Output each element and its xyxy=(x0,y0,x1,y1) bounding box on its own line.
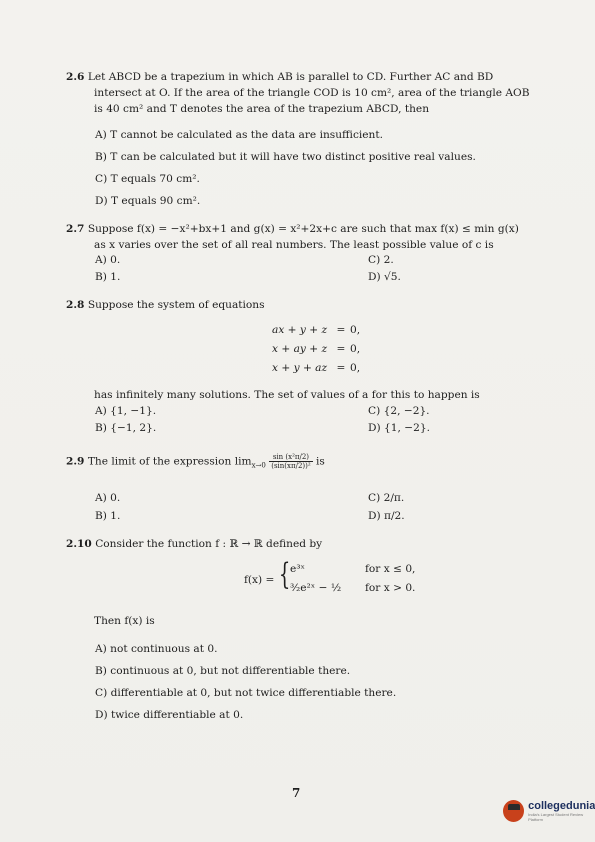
option-c: C) 2. xyxy=(368,254,394,266)
question-text-line: Then f(x) is xyxy=(94,615,155,627)
question-2-7-stem xyxy=(66,221,536,237)
question-number: 2.8 xyxy=(66,299,85,311)
option-a: A) 0. xyxy=(95,492,121,504)
equation-lhs: x + y + az xyxy=(272,362,328,374)
question-text-line: The limit of the expression lim xyxy=(87,455,252,468)
fraction-denominator: (sin(xπ/2))² xyxy=(271,462,311,470)
case-2-expression: ³⁄₂e²ˣ − ½ xyxy=(290,582,342,594)
equation-rhs: 0, xyxy=(350,362,361,374)
question-text-line: Suppose f(x) = −x²+bx+1 and g(x) = x²+2x+c are such that max f(x) ≤ min g(x) xyxy=(87,223,519,235)
collegedunia-logo xyxy=(503,800,595,822)
fraction-numerator: sin (x²π/2) xyxy=(269,453,312,462)
question-2-9-stem xyxy=(66,453,325,474)
option-b: B) T can be calculated but it will have two distinct positive real values. xyxy=(95,151,476,163)
equation-lhs: x + ay + z xyxy=(272,343,328,355)
graduate-cap-icon xyxy=(503,800,524,822)
option-b: B) {−1, 2}. xyxy=(95,422,157,434)
equation-row xyxy=(272,324,360,336)
case-1-expression: e³ˣ xyxy=(290,563,306,575)
option-d: D) √5. xyxy=(368,271,401,283)
question-text-line: Suppose the system of equations xyxy=(87,299,265,311)
logo-name: collegedunia xyxy=(528,799,595,812)
limit-subscript: x→0 xyxy=(251,461,266,470)
piecewise-brace: { xyxy=(278,557,291,592)
question-text-line: as x varies over the set of all real numbers. The least possible value of c is xyxy=(94,239,494,251)
case-2-condition: for x > 0. xyxy=(365,582,416,594)
logo-tagline: India's Largest Student Review Platform xyxy=(528,811,584,822)
question-number: 2.6 xyxy=(66,71,85,83)
limit-fraction xyxy=(269,453,312,470)
option-a: A) 0. xyxy=(95,254,121,266)
question-number: 2.10 xyxy=(66,538,92,550)
question-text-line: is xyxy=(316,455,325,468)
option-c: C) 2/π. xyxy=(368,492,405,504)
question-2-10-stem xyxy=(66,536,322,552)
question-text-line: Let ABCD be a trapezium in which AB is parallel to CD. Further AC and BD xyxy=(87,71,494,83)
equation-relation: = xyxy=(336,362,346,374)
question-2-6-stem xyxy=(66,69,526,85)
option-b: B) continuous at 0, but not differentiable there. xyxy=(95,665,351,677)
equation-relation: = xyxy=(336,324,346,336)
option-c: C) T equals 70 cm². xyxy=(95,173,200,185)
equation-row xyxy=(272,362,360,374)
logo-text-block xyxy=(528,801,595,822)
option-c: C) {2, −2}. xyxy=(368,405,430,417)
question-2-8-stem xyxy=(66,297,265,313)
option-d: D) twice differentiable at 0. xyxy=(95,709,244,721)
question-number: 2.9 xyxy=(66,455,85,468)
option-c: C) differentiable at 0, but not twice differentiable there. xyxy=(95,687,397,699)
option-a: A) T cannot be calculated as the data are insufficient. xyxy=(95,129,383,141)
equation-relation: = xyxy=(336,343,346,355)
question-text-line: has infinitely many solutions. The set of values of a for this to happen is xyxy=(94,389,480,401)
option-a: A) not continuous at 0. xyxy=(95,643,218,655)
function-label: f(x) = xyxy=(244,574,275,586)
question-text-line: intersect at O. If the area of the triangle COD is 10 cm², area of the triangle AOB xyxy=(94,87,530,99)
option-d: D) {1, −2}. xyxy=(368,422,430,434)
question-text-line: is 40 cm² and T denotes the area of the trapezium ABCD, then xyxy=(94,103,430,115)
option-b: B) 1. xyxy=(95,271,121,283)
option-d: D) π/2. xyxy=(368,510,405,522)
equation-rhs: 0, xyxy=(350,324,361,336)
option-a: A) {1, −1}. xyxy=(95,405,157,417)
page-number: 7 xyxy=(292,786,301,800)
equation-lhs: ax + y + z xyxy=(272,324,328,336)
equation-rhs: 0, xyxy=(350,343,361,355)
question-text-line: Consider the function f : ℝ → ℝ defined by xyxy=(95,538,323,550)
option-d: D) T equals 90 cm². xyxy=(95,195,201,207)
option-b: B) 1. xyxy=(95,510,121,522)
case-1-condition: for x ≤ 0, xyxy=(365,563,416,575)
equation-row xyxy=(272,343,360,355)
question-number: 2.7 xyxy=(66,223,85,235)
